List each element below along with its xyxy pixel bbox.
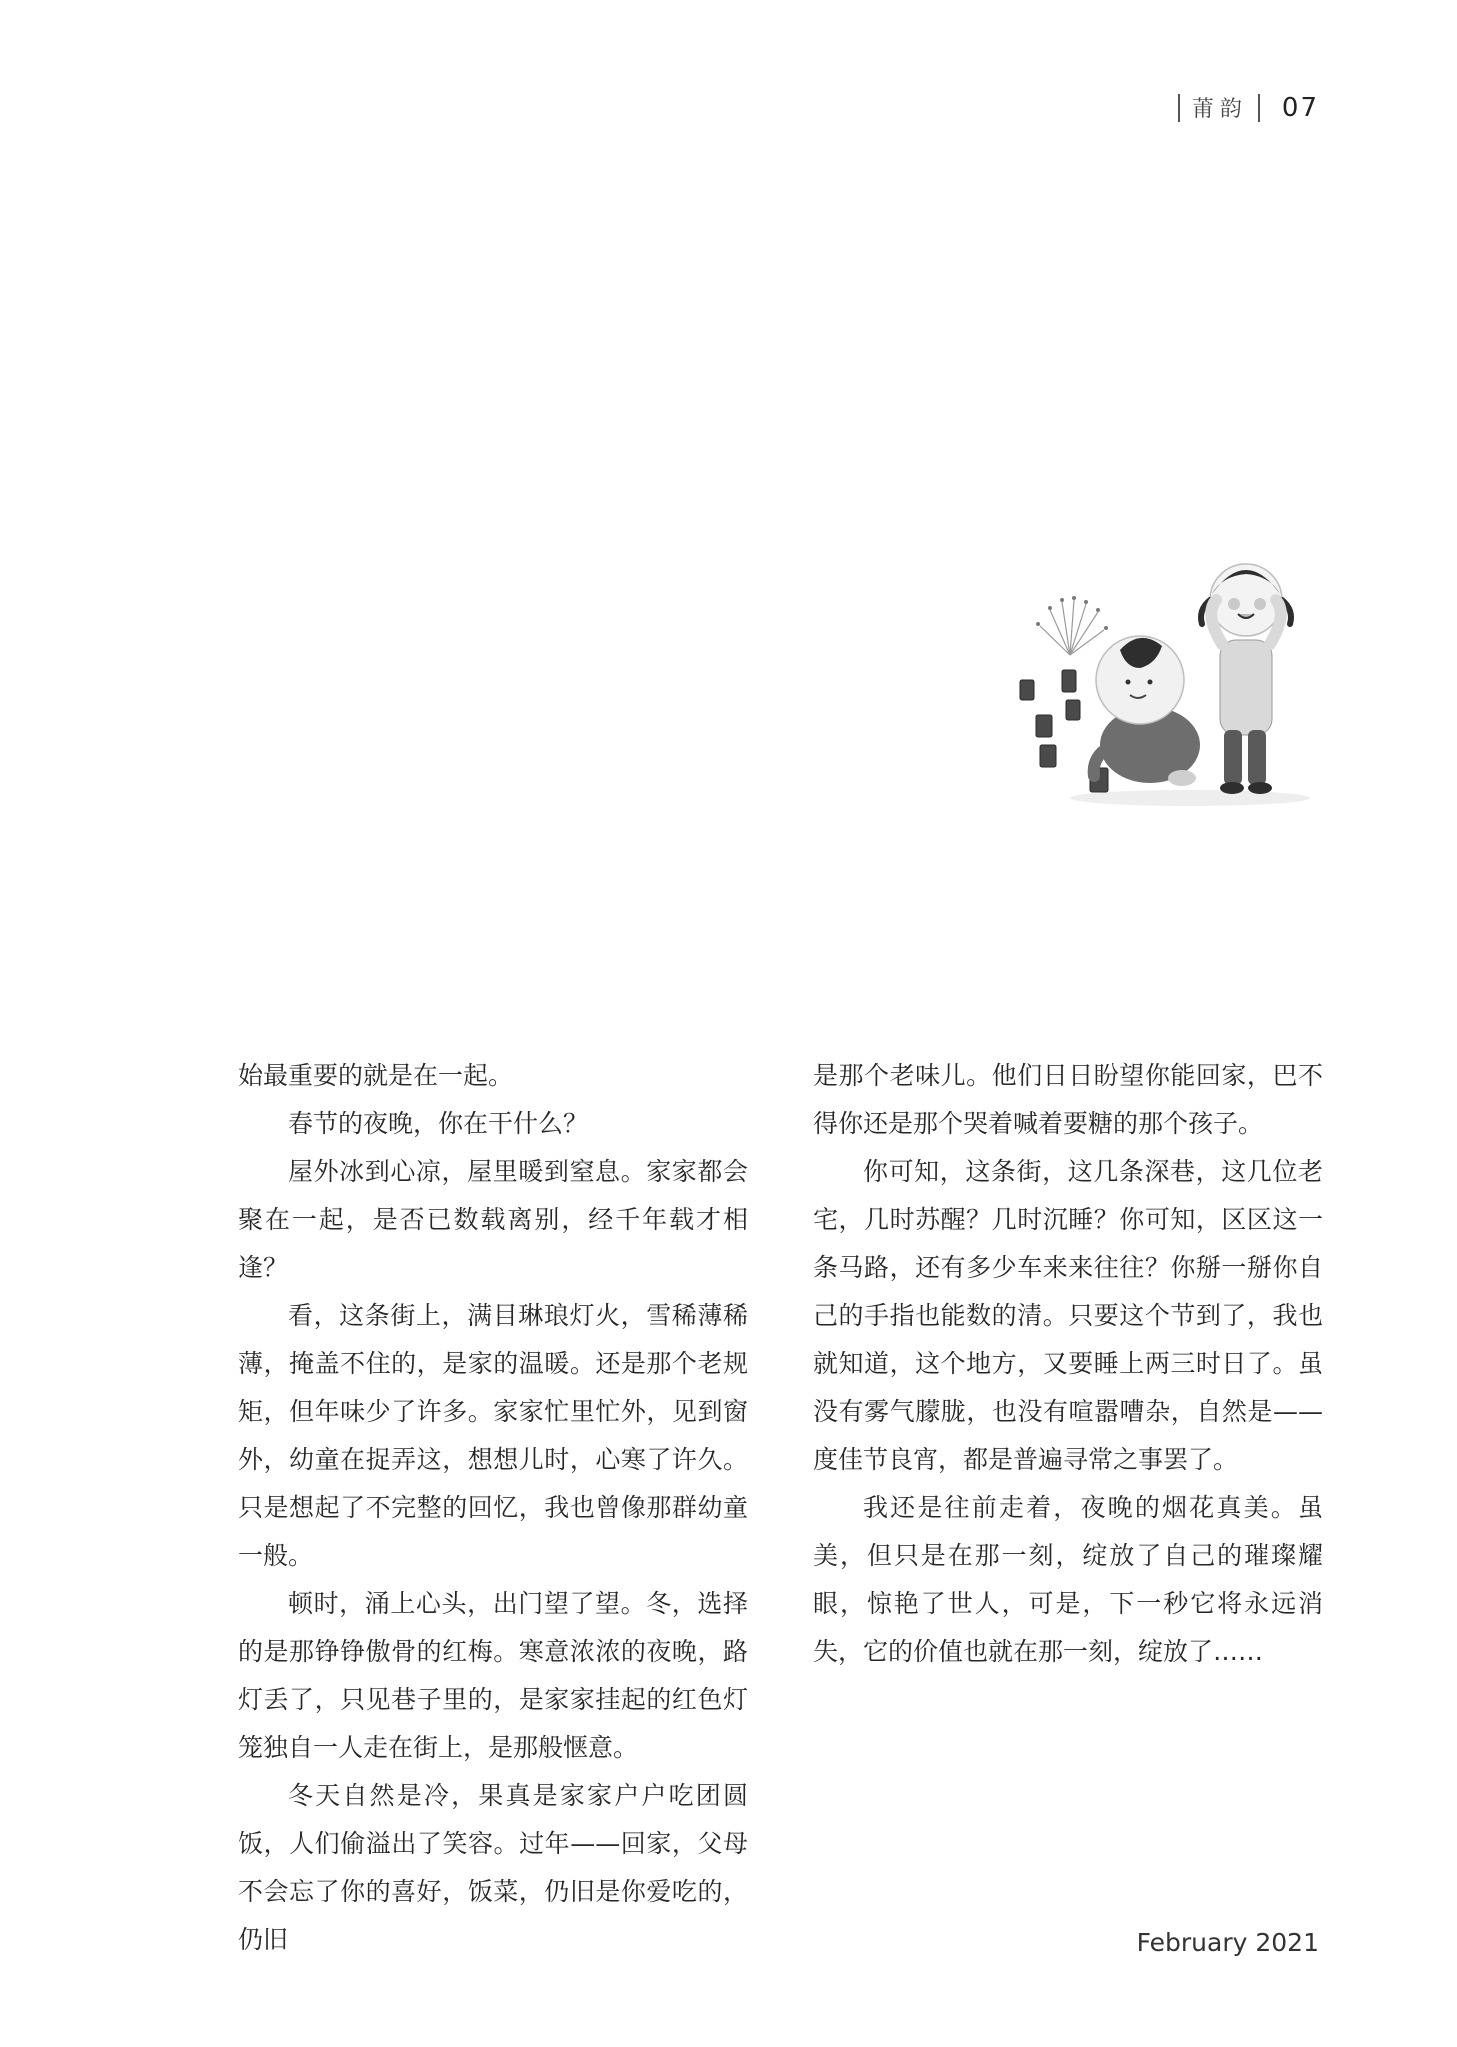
children-fireworks-illustration xyxy=(1010,540,1310,810)
page-number: 07 xyxy=(1281,92,1319,123)
paragraph: 看，这条街上，满目琳琅灯火，雪稀薄稀薄，掩盖不住的，是家的温暖。还是那个老规矩，但年味少了许多。家家忙里忙外，见到窗外，幼童在捉弄这，想想儿时，心寒了许久。只是想起了不完整的回忆，我也曾像那群幼童一般。 xyxy=(238,1301,748,1570)
paragraph: 是那个老味儿。他们日日盼望你能回家，巴不得你还是那个哭着喊着要糖的那个孩子。 xyxy=(813,1061,1323,1138)
paragraph: 始最重要的就是在一起。 xyxy=(238,1061,514,1090)
article-column-left xyxy=(238,1052,748,1964)
running-header xyxy=(1178,92,1319,123)
section-title: 莆韵 xyxy=(1191,97,1248,122)
paragraph: 我还是往前走着，夜晚的烟花真美。虽美，但只是在那一刻，绽放了自己的璀璨耀眼，惊艳了世人，可是，下一秒它将永远消失，它的价值也就在那一刻，绽放了…… xyxy=(813,1493,1323,1666)
issue-date: February 2021 xyxy=(1136,1928,1319,1957)
paragraph: 你可知，这条街，这几条深巷，这几位老宅，几时苏醒？几时沉睡？你可知，区区这一条马路，还有多少车来来往往？你掰一掰你自 己的手指也能数的清。只要这个节到了，我也就知道，这个地方，又要睡上两三时日了。虽没有雾气朦胧，也没有喧嚣嘈杂，自然是——度佳节良宵，都是普遍寻常之事罢了。 xyxy=(813,1157,1323,1474)
paragraph: 春节的夜晚，你在干什么？ xyxy=(288,1109,589,1138)
boy-figure-icon xyxy=(1094,636,1200,786)
paragraph: 冬天自然是冷，果真是家家户户吃团圆饭，人们偷溢出了笑容。过年——回家，父母不会忘了你的喜好，饭菜，仍旧是你爱吃的，仍旧 xyxy=(238,1781,748,1954)
header-divider-right xyxy=(1258,94,1260,122)
paragraph: 屋外冰到心凉，屋里暖到窒息。家家都会聚在一起，是否已数载离别，经千年载才相逢？ xyxy=(238,1157,748,1282)
header-divider-left xyxy=(1178,94,1180,122)
girl-figure-icon xyxy=(1201,564,1291,794)
article-column-right xyxy=(813,1052,1323,1676)
paragraph: 顿时，涌上心头，出门望了望。冬，选择的是那铮铮傲骨的红梅。寒意浓浓的夜晚，路灯丢了，只见巷子里的，是家家挂起的红色灯笼独自一人走在街上，是那般惬意。 xyxy=(238,1589,748,1762)
